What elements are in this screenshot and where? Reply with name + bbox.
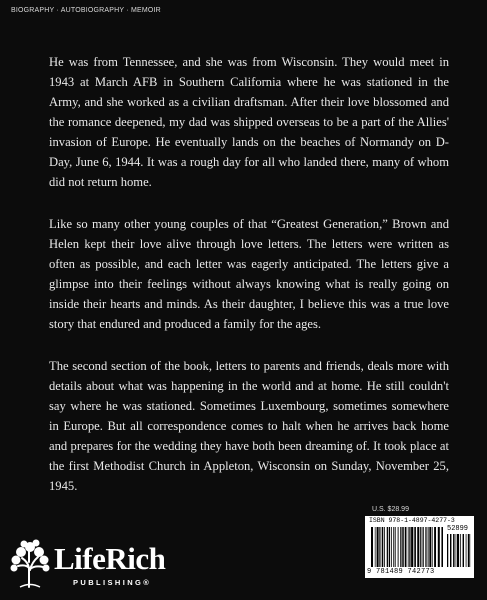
barcode-digits: 9 781489 742773 xyxy=(367,568,435,576)
category-label: BIOGRAPHY · AUTOBIOGRAPHY · MEMOIR xyxy=(11,7,161,14)
back-cover-blurb xyxy=(49,52,449,518)
isbn-label: ISBN 978-1-4897-4277-3 xyxy=(369,517,455,524)
tree-icon xyxy=(10,538,50,588)
blurb-paragraph-3: The second section of the book, letters to parents and friends, deals more with details about what was happening in the world and at home. He still couldn't say where he was stationed. Sometimes Luxembourg, sometimes somewhere in Europe. But all correspondence comes to halt when he arrives back home and prepares for the wedding they have both been dreaming of. It took place at the first Methodist Church in Appleton, Wisconsin on Sunday, November 25, 1945. xyxy=(49,359,449,493)
barcode-addon-bars xyxy=(447,534,471,567)
barcode-addon-digits: 52899 xyxy=(447,525,469,533)
publisher-subtitle: PUBLISHING® xyxy=(73,578,152,587)
blurb-paragraph-1: He was from Tennessee, and she was from Wisconsin. They would meet in 1943 at March AFB in Southern California where he was stationed in the Army, and she worked as a civilian draftsman. After their love blossomed and the romance deepened, my dad was shipped overseas to be a part of the Allies' invasion of Europe. He eventually lands on the beaches of Normandy on D-Day, June 6, 1944. It was a rough day for all who landed there, many of whom did not return home. xyxy=(49,55,449,189)
publisher-name: LifeRich xyxy=(54,541,166,576)
publisher-logo xyxy=(10,538,180,592)
blurb-paragraph-2: Like so many other young couples of that “Greatest Generation,” Brown and Helen kept their love alive through love letters. The letters were written as often as possible, and each letter was eagerly anticipated. The letters give a glimpse into their feelings without always knowing what is really going on inside their hearts and minds. As their daughter, I believe this was a true love story that endured and produced a family for the ages. xyxy=(49,217,449,331)
price-label: U.S. $28.99 xyxy=(372,506,409,513)
isbn-barcode xyxy=(365,516,474,578)
barcode-bars xyxy=(371,527,443,567)
